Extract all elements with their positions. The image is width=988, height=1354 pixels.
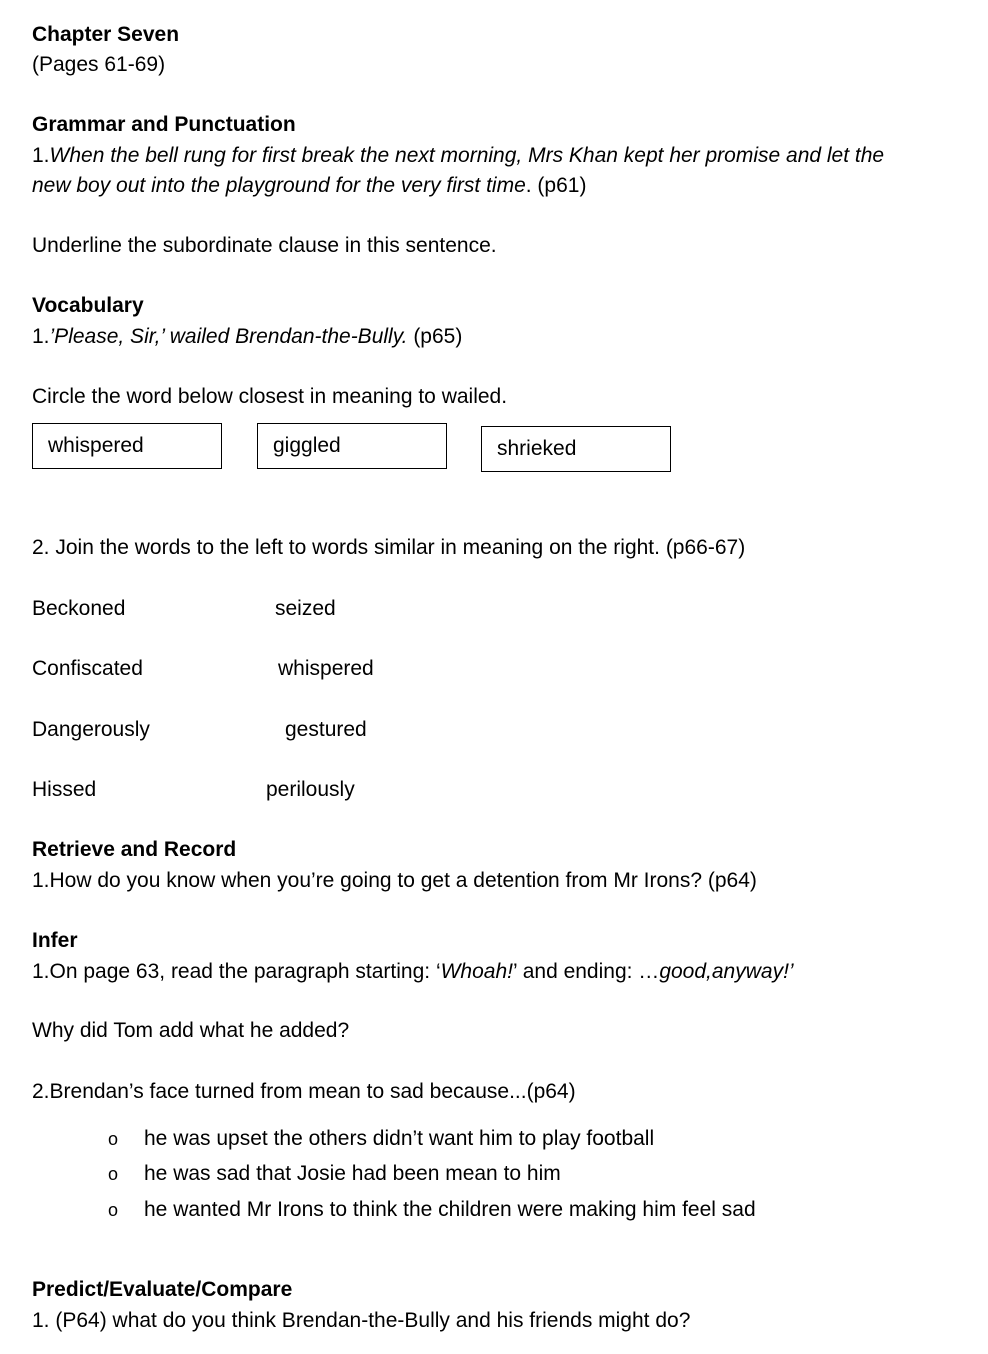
vocabulary-q2-instruction: 2. Join the words to the left to words similar in meaning on the right. (p66-67) [32, 536, 746, 559]
grammar-q1-quote-line2: new boy out into the playground for the very first time [32, 174, 526, 197]
infer-choice-3[interactable] [108, 1195, 756, 1225]
right-word-perilously[interactable]: perilously [266, 778, 355, 801]
vocabulary-q1-instruction: Circle the word below closest in meaning to wailed. [32, 385, 508, 408]
grammar-q1-instruction: Underline the subordinate clause in this sentence. [32, 234, 497, 257]
bullet-marker: o [108, 1164, 119, 1184]
infer-choice-1-text: he was upset the others didn’t want him to play football [144, 1127, 655, 1150]
grammar-q1-line2 [32, 171, 586, 201]
infer-choice-2[interactable] [108, 1159, 561, 1189]
grammar-heading: Grammar and Punctuation [32, 113, 296, 136]
right-word-whispered[interactable]: whispered [278, 657, 374, 680]
option-box-giggled[interactable]: giggled [257, 423, 447, 469]
vocabulary-q1-ref: (p65) [407, 325, 463, 348]
infer-q1-end-quote: good,anyway!’ [659, 960, 794, 983]
bullet-marker: o [108, 1200, 119, 1220]
right-word-gestured[interactable]: gestured [285, 718, 367, 741]
left-word-confiscated[interactable]: Confiscated [32, 657, 143, 680]
right-word-seized[interactable]: seized [275, 597, 336, 620]
infer-heading: Infer [32, 929, 78, 952]
infer-q1-middle: ’ and ending: … [512, 960, 660, 983]
infer-choice-2-text: he was sad that Josie had been mean to him [144, 1162, 561, 1185]
grammar-q1-line1 [32, 141, 884, 171]
infer-q1 [32, 957, 794, 987]
vocabulary-q1-quote: ’Please, Sir,’ wailed Brendan-the-Bully. [49, 325, 408, 348]
infer-q1-start-quote: Whoah! [440, 960, 513, 983]
option-box-shrieked[interactable]: shrieked [481, 426, 671, 472]
vocabulary-heading: Vocabulary [32, 294, 144, 317]
bullet-marker: o [108, 1129, 119, 1149]
grammar-q1-ref: . (p61) [525, 174, 587, 197]
chapter-pages: (Pages 61-69) [32, 53, 166, 76]
infer-q1-question: Why did Tom add what he added? [32, 1019, 350, 1042]
infer-q1-prefix: 1.On page 63, read the paragraph starting: ‘ [32, 960, 441, 983]
option-box-whispered[interactable]: whispered [32, 423, 222, 469]
infer-q2: 2.Brendan’s face turned from mean to sad because...(p64) [32, 1080, 576, 1103]
grammar-q1-number: 1. [32, 144, 50, 167]
predict-q1: 1. (P64) what do you think Brendan-the-Bully and his friends might do? [32, 1309, 691, 1332]
grammar-q1-quote-line1: When the bell rung for first break the next morning, Mrs Khan kept her promise and let the [49, 144, 885, 167]
vocabulary-q1 [32, 322, 462, 352]
infer-choice-1[interactable] [108, 1124, 654, 1154]
chapter-title: Chapter Seven [32, 23, 180, 46]
retrieve-heading: Retrieve and Record [32, 838, 237, 861]
infer-choice-3-text: he wanted Mr Irons to think the children were making him feel sad [144, 1198, 756, 1221]
predict-heading: Predict/Evaluate/Compare [32, 1278, 293, 1301]
left-word-beckoned[interactable]: Beckoned [32, 597, 126, 620]
vocabulary-q1-number: 1. [32, 325, 50, 348]
retrieve-q1: 1.How do you know when you’re going to get a detention from Mr Irons? (p64) [32, 869, 757, 892]
left-word-hissed[interactable]: Hissed [32, 778, 97, 801]
left-word-dangerously[interactable]: Dangerously [32, 718, 150, 741]
